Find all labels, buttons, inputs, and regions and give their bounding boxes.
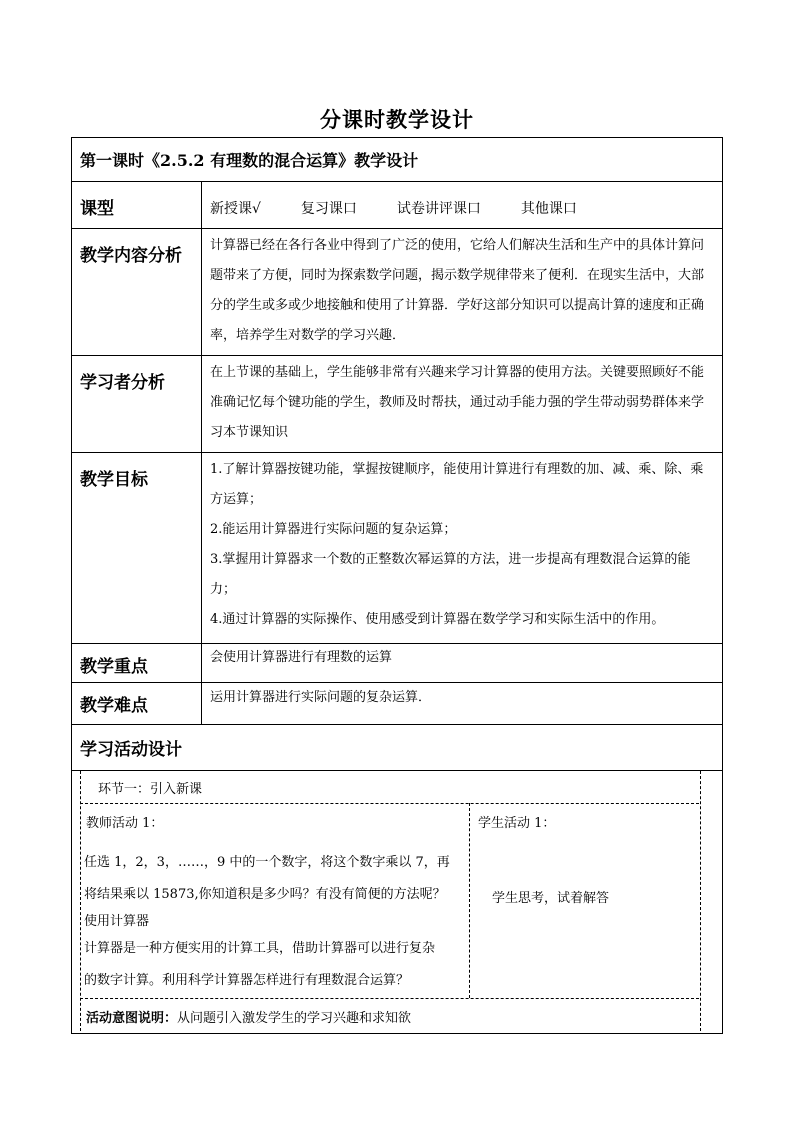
row-content-analysis: [72, 229, 723, 356]
lesson-design-table: [71, 137, 723, 1034]
row-type: [72, 182, 723, 229]
teacher-line: 的数字计算。利用科学计算器怎样进行有理数混合运算？: [84, 973, 410, 988]
segment-title: 环节一：引入新课: [98, 782, 203, 797]
learner-analysis-text: 在上节课的基础上，学生能够非常有兴趣来学习计算器的使用方法。关键要照顾好不能准确记忆每个键功能的学生，教师及时帮扶，通过动手能力强的学生带动弱势群体来学习本节课知识: [202, 356, 723, 453]
objectives-list: [202, 453, 723, 644]
option-exam-review: 试卷讲评课口: [396, 201, 481, 217]
student-activity-body: 学生思考，试着解答: [492, 891, 610, 906]
option-review: 复习课口: [300, 201, 357, 217]
lesson-heading: 第一课时《2.5.2 有理数的混合运算》教学设计: [72, 138, 723, 182]
teacher-activity-title: 教师活动 1：: [86, 816, 164, 831]
teacher-line: 将结果乘以 15873,你知道积是多少吗？有没有简便的方法呢？: [84, 887, 446, 902]
row-key-points: [72, 644, 723, 683]
objective-item: 1.了解计算器按键功能，掌握按键顺序，能使用计算进行有理数的加、减、乘、除、乘方运算；: [210, 462, 704, 507]
option-new-lesson: 新授课√: [210, 201, 261, 217]
label-content-analysis: 教学内容分析: [72, 229, 202, 356]
activity-heading: 学习活动设计: [72, 725, 723, 771]
intent-text: 从问题引入激发学生的学习兴趣和求知欲: [177, 1011, 412, 1026]
content-analysis-text: 计算器已经在各行各业中得到了广泛的使用，它给人们解决生活和生产中的具体计算问题带来了方便，同时为探索数学问题，揭示数学规律带来了便利．在现实生活中，大部分的学生或多或少地接触和使用了计算器．学好这部分知识可以提高计算的速度和正确率，培养学生对数学的学习兴趣．: [202, 229, 723, 356]
label-key-points: 教学重点: [72, 644, 202, 683]
row-objectives: [72, 453, 723, 644]
label-learner-analysis: 学习者分析: [72, 356, 202, 453]
teacher-line: 计算器是一种方便实用的计算工具，借助计算器可以进行复杂: [84, 941, 436, 956]
intent-divider: [80, 998, 699, 999]
teacher-activity-body: [84, 847, 474, 997]
teacher-line: 任选 1，2，3，……，9 中的一个数字，将这个数字乘以 7，再: [84, 855, 450, 870]
label-difficulties: 教学难点: [72, 683, 202, 725]
objective-item: 4.通过计算器的实际操作、使用感受到计算器在数学学习和实际生活中的作用。: [210, 612, 665, 627]
label-objectives: 教学目标: [72, 453, 202, 644]
difficulties-text: 运用计算器进行实际问题的复杂运算．: [202, 683, 723, 725]
activity-intent: [86, 1007, 411, 1026]
type-options: [202, 182, 723, 229]
teacher-line: 使用计算器: [84, 914, 150, 929]
lesson-heading-row: [72, 138, 723, 182]
objective-item: 2.能运用计算器进行实际问题的复杂运算；: [210, 522, 457, 537]
row-activity-heading: [72, 725, 723, 771]
row-activity: [72, 771, 723, 1034]
objective-item: 3.掌握用计算器求一个数的正整数次幂运算的方法，进一步提高有理数混合运算的能力；: [210, 552, 691, 597]
segment-divider: [80, 803, 699, 804]
option-other: 其他课口: [520, 201, 577, 217]
page-title: 分课时教学设计: [320, 107, 474, 132]
row-difficulties: [72, 683, 723, 725]
activity-section: [72, 771, 723, 1034]
row-learner-analysis: [72, 356, 723, 453]
key-points-text: 会使用计算器进行有理数的运算: [202, 644, 723, 683]
student-activity-title: 学生活动 1：: [478, 816, 556, 831]
intent-label: 活动意图说明：: [86, 1011, 178, 1026]
label-type: 课型: [72, 182, 202, 229]
